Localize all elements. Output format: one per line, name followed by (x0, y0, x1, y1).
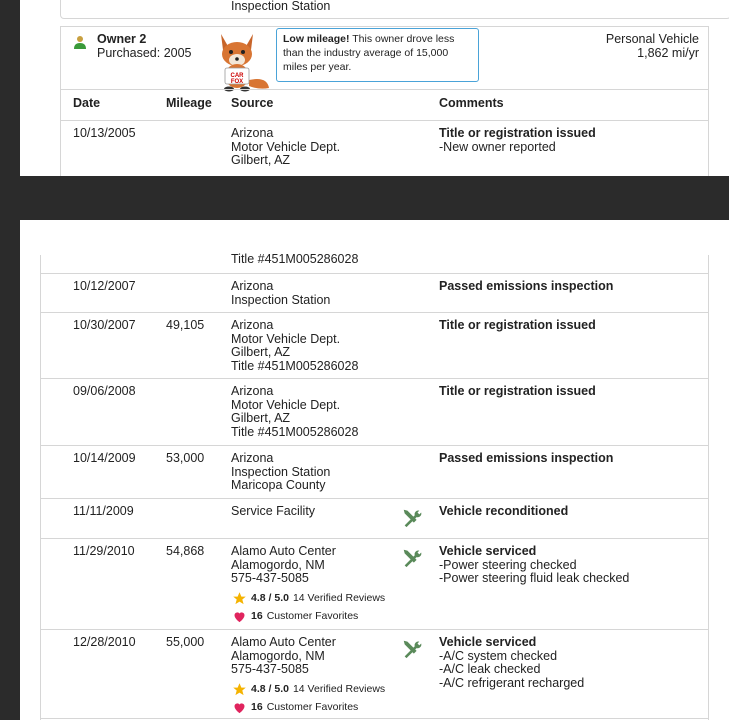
row-source-line: Motor Vehicle Dept. (231, 331, 341, 346)
owner-purchased: Purchased: 2005 (97, 46, 192, 60)
row-comment-line: -A/C system checked (439, 648, 558, 663)
row-separator (40, 538, 709, 539)
favorites-count: 16 (251, 610, 263, 622)
row-comment-title: Vehicle reconditioned (439, 504, 569, 518)
row-source-line: Gilbert, AZ (231, 411, 291, 425)
viewer-sidebar (0, 0, 20, 720)
favorites-label: Customer Favorites (266, 701, 359, 713)
owner-top-border (60, 26, 709, 27)
document-page-1 (20, 0, 729, 176)
row-comment-title: Vehicle serviced (439, 544, 537, 558)
favorites-line (232, 609, 358, 624)
row-source-line: Gilbert, AZ (231, 153, 291, 167)
favorites-label: Customer Favorites (266, 610, 359, 622)
wrench-screwdriver-icon (401, 547, 423, 569)
header-mileage: Mileage (166, 96, 212, 110)
row-date: 11/11/2009 (73, 504, 134, 518)
favorites-count: 16 (251, 701, 263, 713)
heart-icon (232, 700, 247, 715)
row-mileage: 55,000 (166, 635, 205, 649)
header-bottom-border (60, 120, 709, 121)
wrench-screwdriver-icon (401, 507, 423, 529)
document-page-2 (20, 220, 729, 720)
svg-text:FOX: FOX (230, 79, 244, 85)
owner-title: Owner 2 (97, 32, 147, 46)
row-comment-title: Vehicle serviced (439, 635, 537, 649)
row-source-line: Alamogordo, NM (231, 557, 325, 572)
row-source-line: Arizona (231, 451, 274, 465)
row-separator (40, 378, 709, 379)
row-separator (40, 273, 709, 274)
row-comment-title: Passed emissions inspection (439, 451, 614, 465)
row-date: 10/14/2009 (73, 451, 136, 465)
tooltip-text: This owner drove less than the industry average of 15,000 miles per year. (283, 33, 455, 73)
row-comment-line: -Power steering checked (439, 557, 577, 572)
row-mileage: 49,105 (166, 318, 205, 332)
row-source-line: 575-437-5085 (231, 662, 309, 676)
row-comment-line: -Power steering fluid leak checked (439, 571, 630, 585)
row-separator (40, 498, 709, 499)
table-left-border (40, 255, 41, 720)
prev-row-frame (60, 0, 729, 19)
row-source-line: Arizona (231, 279, 274, 293)
row-date: 09/06/2008 (73, 384, 136, 398)
row-source-line: Alamogordo, NM (231, 648, 325, 663)
row-comment-title: Title or registration issued (439, 318, 596, 332)
row-source-line: Arizona (231, 318, 274, 332)
low-mileage-tooltip (276, 28, 479, 82)
header-comments: Comments (439, 96, 504, 110)
row-separator (40, 718, 709, 719)
row-separator (40, 629, 709, 630)
vehicle-type: Personal Vehicle (605, 32, 699, 46)
row-mileage: 53,000 (166, 451, 205, 465)
rating-line (232, 682, 385, 697)
row-source-line: 575-437-5085 (231, 571, 309, 585)
row-date: 11/29/2010 (73, 544, 135, 558)
tooltip-bold: Low mileage! (283, 33, 350, 45)
table-left-border (60, 26, 61, 176)
star-icon (232, 682, 247, 697)
header-date: Date (73, 96, 101, 110)
table-right-border (708, 255, 709, 720)
rating-value: 4.8 / 5.0 (251, 592, 289, 604)
row-comment-title: Title or registration issued (439, 384, 596, 398)
row-source-line: Service Facility (231, 504, 316, 518)
row-date: 10/13/2005 (73, 126, 136, 140)
table-right-border (708, 26, 709, 176)
row-comment-line: -A/C leak checked (439, 662, 541, 676)
row-source-line: Inspection Station (231, 464, 331, 479)
row-comment-line: -A/C refrigerant recharged (439, 675, 585, 690)
favorites-line (232, 700, 358, 715)
row-mileage: 54,868 (166, 544, 205, 558)
row-separator (40, 312, 709, 313)
rating-line (232, 591, 385, 606)
star-icon (232, 591, 247, 606)
row-date: 10/12/2007 (73, 279, 136, 293)
row-source-line: Inspection Station (231, 292, 331, 307)
header-top-border (60, 89, 709, 90)
row-comment-line: -New owner reported (439, 139, 556, 154)
heart-icon (232, 609, 247, 624)
rating-value: 4.8 / 5.0 (251, 683, 289, 695)
row-source-line: Motor Vehicle Dept. (231, 397, 341, 412)
reviews-link[interactable]: 14 Verified Reviews (292, 592, 386, 604)
row-source-line: Arizona (231, 384, 274, 398)
row-source-line: Arizona (231, 126, 274, 140)
prev-row-source-tail: Title #451M005286028 (231, 252, 359, 266)
row-source-line: Title #451M005286028 (231, 424, 359, 439)
header-source: Source (231, 96, 274, 110)
reviews-link[interactable]: 14 Verified Reviews (292, 683, 386, 695)
person-icon (73, 35, 87, 49)
carfox-mascot-icon (213, 30, 271, 92)
row-separator (40, 445, 709, 446)
row-source-line: Gilbert, AZ (231, 345, 291, 359)
row-source-line: Alamo Auto Center (231, 544, 336, 558)
mascot-sign-text: CAR (230, 73, 244, 79)
row-comment-title: Passed emissions inspection (439, 279, 614, 293)
mileage-rate: 1,862 mi/yr (637, 46, 699, 60)
row-date: 12/28/2010 (73, 635, 136, 649)
row-source-line: Motor Vehicle Dept. (231, 139, 341, 154)
row-source-line: Maricopa County (231, 478, 326, 492)
row-date: 10/30/2007 (73, 318, 136, 332)
wrench-screwdriver-icon (401, 638, 423, 660)
row-source-line: Alamo Auto Center (231, 635, 336, 649)
prev-row-source-tail: Inspection Station (231, 0, 331, 13)
row-source-line: Title #451M005286028 (231, 358, 359, 373)
row-comment-title: Title or registration issued (439, 126, 596, 140)
